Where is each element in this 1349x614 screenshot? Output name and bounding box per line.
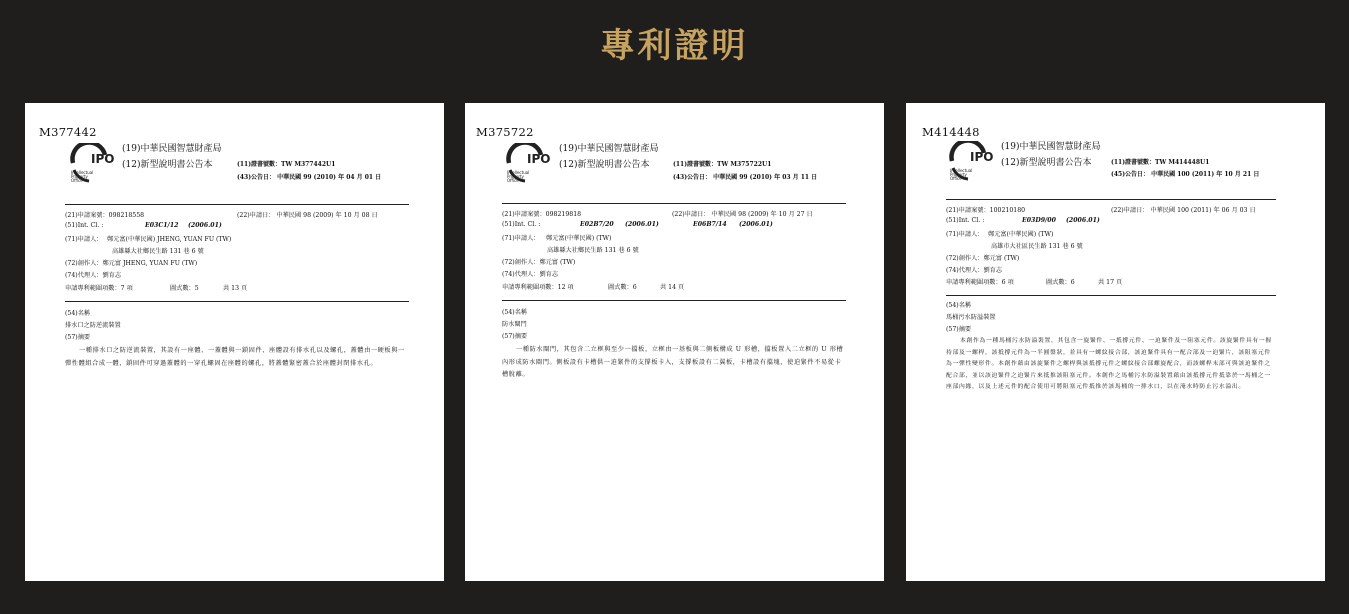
- applicant: 鄭元富(中華民國) (TW): [988, 231, 1054, 238]
- doc-type: (12)新型說明書公告本: [122, 160, 213, 170]
- divider: [946, 295, 1276, 296]
- int-cl-code: E06B7/14: [693, 221, 727, 228]
- claims-count: 申請專利範圍項數：7 項: [65, 285, 133, 292]
- application-number: (21)申請案號：098219818: [502, 211, 582, 218]
- claims-count: 申請專利範圍項數：12 項: [502, 284, 574, 291]
- page-title: 專利證明: [600, 26, 749, 66]
- svg-text:IPO: IPO: [91, 152, 115, 166]
- creator: (72)創作人：鄭元富 JHENG, YUAN FU (TW): [65, 260, 198, 267]
- office-name: (19)中華民國智慧財產局: [1001, 142, 1101, 152]
- int-cl-label: (51)Int. Cl. :: [502, 221, 541, 228]
- int-cl-year: (2006.01): [1066, 217, 1100, 224]
- int-cl-code: E03C1/12: [145, 222, 179, 229]
- divider: [502, 203, 846, 204]
- creator: (72)創作人：鄭元富 (TW): [946, 255, 1020, 262]
- int-cl-year: (2006.01): [188, 222, 222, 229]
- figures-count: 圖式數：6: [1046, 279, 1075, 286]
- cert-number: (11)證書號數：TW M375722U1: [673, 161, 772, 168]
- filing-date: (22)申請日： 中華民國 98 (2009) 年 10 月 27 日: [672, 211, 813, 218]
- applicant: 鄭元富(中華民國) JHENG, YUAN FU (TW): [107, 236, 232, 243]
- publication-date: (43)公告日： 中華民國 99 (2010) 年 03 月 11 日: [673, 174, 818, 181]
- abstract-text: 一種排水口之防逆流裝置，其設有一座體、一蓋體與一鎖固件，座體設有排水孔以及螺孔，蓋體由一硬板與一彈性體組合成一體，鎖固件可穿過蓋體的一穿孔螺固在座體的螺孔，將蓋體緊密蓋合於座體封閉排水孔。: [65, 347, 405, 367]
- patent-document-3[interactable]: [906, 103, 1325, 581]
- doc-type: (12)新型說明書公告本: [1001, 158, 1092, 168]
- applicant: 鄭元富(中華民國) (TW): [546, 235, 612, 242]
- figures-count: 圖式數：5: [170, 285, 199, 292]
- patent-document-1[interactable]: [25, 103, 444, 581]
- doc-id: M414448: [922, 125, 980, 139]
- applicant-address: 高雄縣大社鄉民生路 131 巷 6 號: [112, 248, 204, 255]
- pages-count: 共 13 頁: [223, 285, 248, 292]
- divider: [502, 300, 846, 301]
- doc-id: M377442: [39, 125, 97, 139]
- name-label: (54)名稱: [65, 310, 91, 317]
- cert-number: (11)證書號數：TW M377442U1: [237, 161, 336, 168]
- application-number: (21)申請案號：100210180: [946, 207, 1026, 214]
- applicant-address: 高雄縣大社鄉民生路 131 巷 6 號: [547, 247, 639, 254]
- svg-text:Intellectual: Intellectual: [507, 170, 530, 175]
- abstract-label: (57)摘要: [65, 334, 91, 341]
- filing-date: (22)申請日： 中華民國 100 (2011) 年 06 月 03 日: [1111, 207, 1256, 214]
- tipo-logo-icon: [505, 143, 553, 185]
- applicant-label: (71)申請人：: [65, 236, 103, 243]
- application-number: (21)申請案號：098218558: [65, 212, 145, 219]
- divider: [946, 199, 1276, 200]
- patent-document-2[interactable]: [465, 103, 884, 581]
- patent-name: 排水口之防逆流裝置: [65, 322, 121, 329]
- filing-date: (22)申請日： 中華民國 98 (2009) 年 10 月 08 日: [237, 212, 378, 219]
- publication-date: (45)公告日： 中華民國 100 (2011) 年 10 月 21 日: [1111, 171, 1260, 178]
- name-label: (54)名稱: [946, 302, 972, 309]
- publication-date: (43)公告日： 中華民國 99 (2010) 年 04 月 01 日: [237, 174, 382, 181]
- patent-name: 防水閘門: [502, 321, 527, 328]
- svg-text:Property: Property: [507, 174, 524, 179]
- pages-count: 共 14 頁: [660, 284, 685, 291]
- svg-text:IPO: IPO: [527, 152, 551, 166]
- name-label: (54)名稱: [502, 309, 528, 316]
- svg-text:Office: Office: [507, 178, 519, 183]
- cert-number: (11)證書號數：TW M414448U1: [1111, 159, 1210, 166]
- applicant-label: (71)申請人：: [946, 231, 984, 238]
- office-name: (19)中華民國智慧財產局: [559, 144, 659, 154]
- agent: (74)代理人：劉育志: [502, 271, 559, 278]
- doc-type: (12)新型說明書公告本: [559, 160, 650, 170]
- abstract-label: (57)摘要: [946, 326, 972, 333]
- svg-text:IPO: IPO: [970, 150, 994, 164]
- patent-name: 馬桶污水防溢裝置: [946, 314, 996, 321]
- pages-count: 共 17 頁: [1098, 279, 1123, 286]
- svg-text:Property: Property: [71, 174, 88, 179]
- doc-id: M375722: [476, 125, 534, 139]
- abstract-text: 本創作為一種馬桶污水防溢裝置，其包含一旋緊件、一抵撐元件、一迫緊件及一阻塞元件。該旋緊件具有一握持部及一螺桿，該抵撐元件為一半圓盤狀，並具有一螺紋接合部，該迫緊件具有一配合部及一迫緊片，該阻塞元件為一彈性變形件。本創作藉由該旋緊件之螺桿與該抵撐元件之螺紋接合部螺旋配合，而該螺桿末部可與該迫緊件之配合部，並以該迫緊件之迫緊片來抵推該阻塞元件。本創作之馬桶污水防溢裝置藉由該抵撐元件抵靠於一馬桶之一座部內緣，以及上述元件的配合使用可將阻塞元件抵推於該馬桶的一排水口，以在淹水時防止污水溢出。: [946, 338, 1272, 391]
- int-cl-label: (51)Int. Cl. :: [946, 217, 985, 224]
- svg-text:Intellectual: Intellectual: [950, 168, 973, 173]
- creator: (72)創作人：鄭元富 (TW): [502, 259, 576, 266]
- applicant-address: 高雄市大社區民生路 131 巷 6 號: [991, 243, 1083, 250]
- abstract-label: (57)摘要: [502, 333, 528, 340]
- tipo-logo-icon: [948, 141, 996, 183]
- figures-count: 圖式數：6: [608, 284, 637, 291]
- svg-text:Intellectual: Intellectual: [71, 170, 94, 175]
- svg-text:Office: Office: [950, 176, 962, 181]
- divider: [65, 204, 409, 205]
- agent: (74)代理人：劉育志: [946, 267, 1003, 274]
- abstract-text: 一種防水閘門，其包含二立框與至少一擋板，立框由一基板與二側板構成 U 形槽，擋板置入二立框的 U 形槽內形成防水閘門。側板設有卡槽供一迫緊件的支撐板卡入，支撐板設有二翼板，卡槽設有擋塊，使迫緊件不易從卡槽脫離。: [502, 346, 844, 378]
- int-cl-code: E02B7/20: [580, 221, 614, 228]
- agent: (74)代理人：劉育志: [65, 272, 122, 279]
- office-name: (19)中華民國智慧財產局: [122, 144, 222, 154]
- claims-count: 申請專利範圍項數：6 項: [946, 279, 1014, 286]
- int-cl-code: E03D9/00: [1022, 217, 1056, 224]
- applicant-label: (71)申請人：: [502, 235, 540, 242]
- svg-text:Office: Office: [71, 178, 83, 183]
- divider: [65, 301, 409, 302]
- tipo-logo-icon: [69, 143, 117, 185]
- svg-text:Property: Property: [950, 172, 967, 177]
- int-cl-label: (51)Int. Cl. :: [65, 222, 104, 229]
- int-cl-year: (2006.01): [739, 221, 773, 228]
- int-cl-year: (2006.01): [625, 221, 659, 228]
